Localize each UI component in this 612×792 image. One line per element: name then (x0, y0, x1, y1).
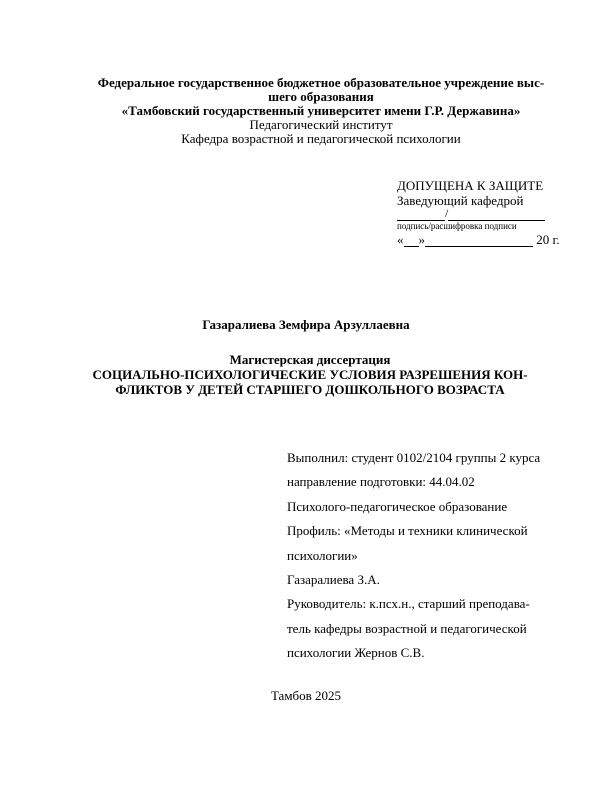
month-blank (425, 234, 533, 247)
university-name: «Тамбовский государственный университет имени Г.Р. Державина» (121, 103, 521, 118)
performer-line: Профиль: «Методы и техники клинической (287, 523, 528, 539)
performer-line: Руководитель: к.псх.н., старший преподава- (287, 596, 530, 612)
day-blank (404, 234, 419, 247)
performer-line: направление подготовки: 44.04.02 (287, 474, 475, 490)
date-open-quote: « (397, 232, 404, 247)
date-line (397, 232, 560, 247)
date-year: 20 г. (533, 232, 560, 247)
work-title-line-1: СОЦИАЛЬНО-ПСИХОЛОГИЧЕСКИЕ УСЛОВИЯ РАЗРЕШЕНИЯ КОН- (92, 367, 528, 382)
author-name: Газаралиева Земфира Арзуллаевна (202, 317, 410, 332)
work-title-line-2: ФЛИКТОВ У ДЕТЕЙ СТАРШЕГО ДОШКОЛЬНОГО ВОЗРАСТА (115, 382, 505, 397)
signature-caption: подпись/расшифровка подписи (397, 221, 517, 231)
signature-name-blank (448, 210, 545, 221)
approval-position: Заведующий кафедрой (397, 193, 524, 208)
header-line-1: Федеральное государственное бюджетное образовательное учреждение выс- (97, 75, 545, 90)
performer-line: психологии Жернов С.В. (287, 645, 425, 661)
work-block (40, 352, 580, 397)
department-name: Кафедра возрастной и педагогической психологии (181, 131, 461, 146)
header-line-2: шего образования (268, 89, 374, 104)
performer-line: тель кафедры возрастной и педагогической (287, 620, 527, 636)
approval-block (397, 178, 560, 247)
performer-line: Психолого-педагогическое образование (287, 498, 508, 514)
date-close-quote: » (418, 232, 425, 247)
performer-line: психологии» (287, 547, 358, 563)
signature-blank (397, 210, 445, 221)
performer-line: Выполнил: студент 0102/2104 группы 2 курса (287, 450, 541, 465)
work-type: Магистерская диссертация (229, 352, 391, 367)
organization-header (70, 76, 572, 146)
signature-line (397, 208, 560, 221)
institute-name: Педагогический институт (249, 117, 393, 132)
performer-block (287, 446, 540, 666)
signature-slash: / (445, 206, 449, 220)
city-year: Тамбов 2025 (270, 688, 342, 703)
approval-title: ДОПУЩЕНА К ЗАЩИТЕ (397, 178, 544, 193)
performer-line: Газаралиева З.А. (287, 572, 380, 588)
